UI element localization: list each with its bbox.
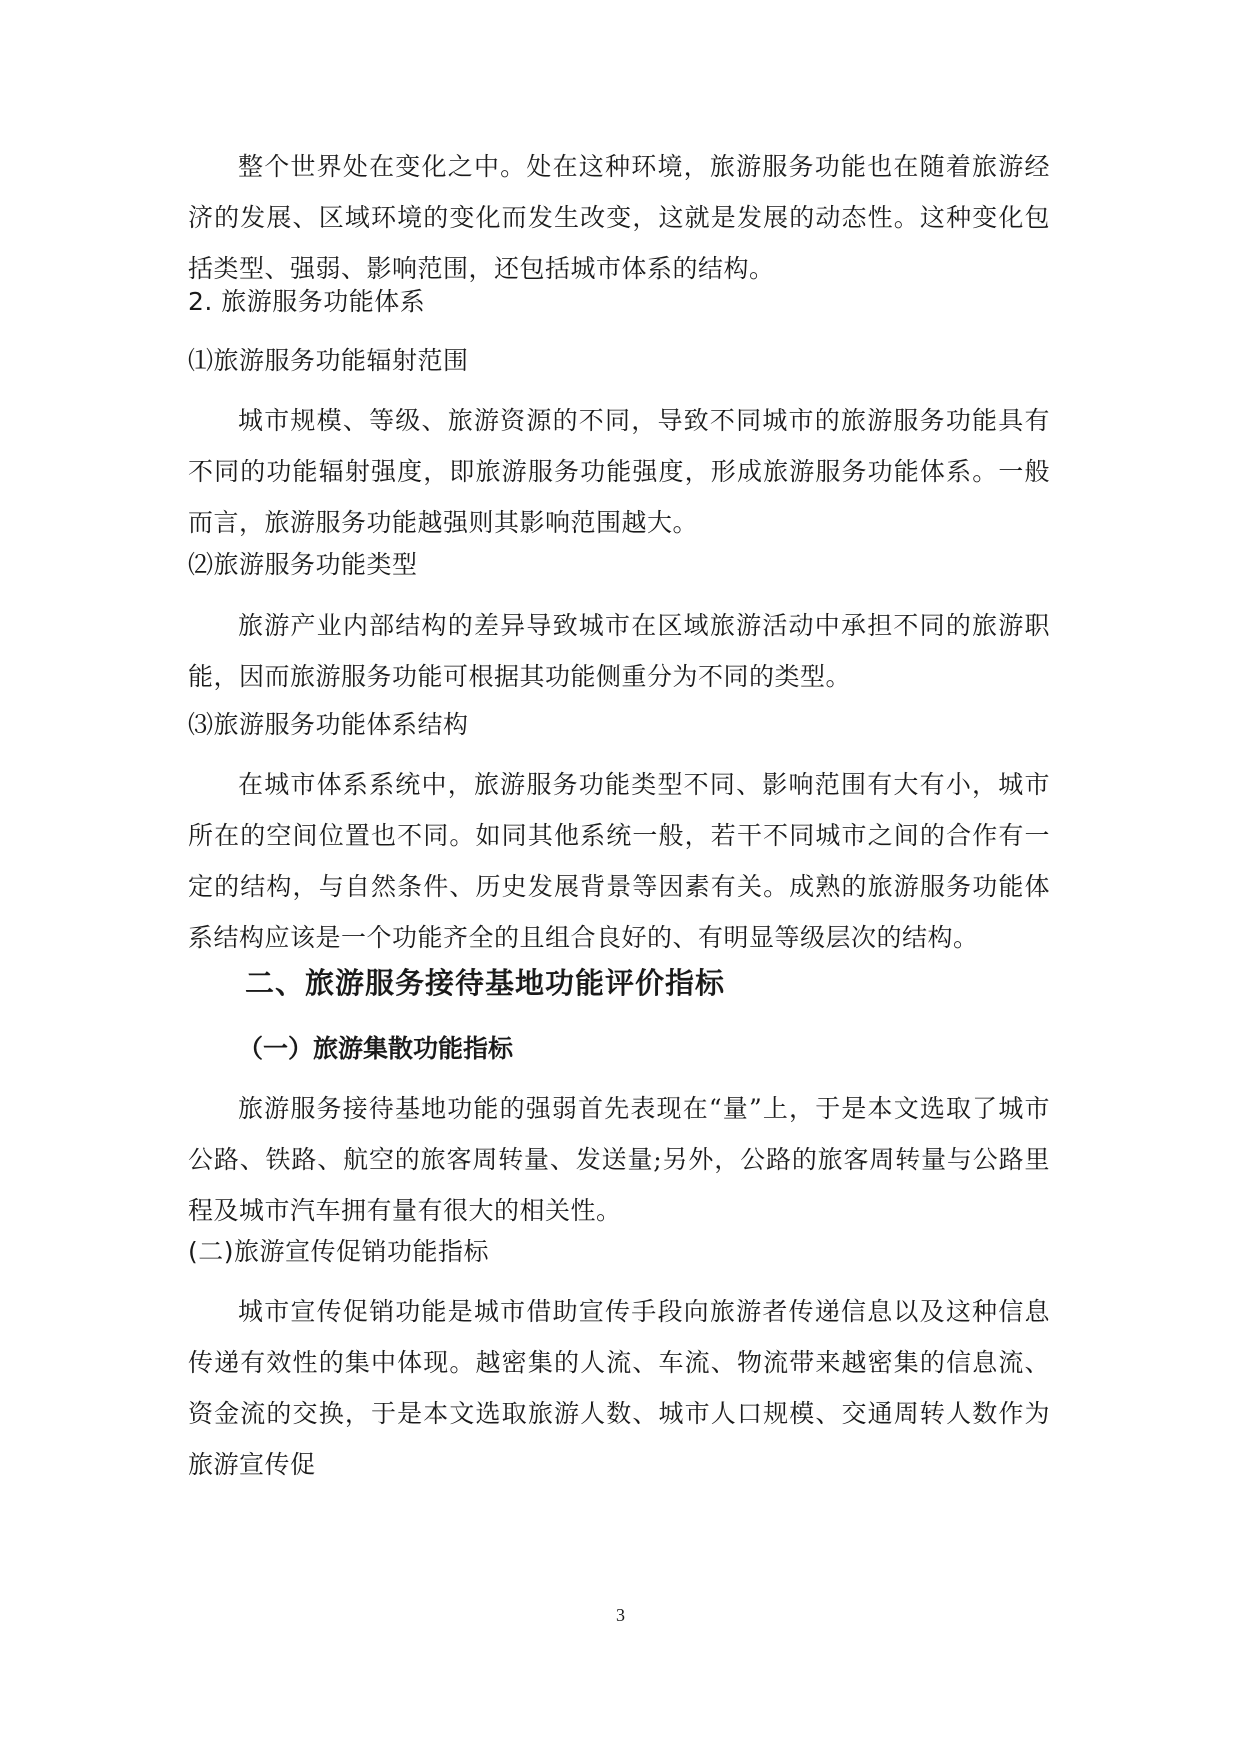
paragraph-promotion-indicators: 城市宣传促销功能是城市借助宣传手段向旅游者传递信息以及这种信息传递有效性的集中体现。越密集的人流、车流、物流带来越密集的信息流、资金流的交换，于是本文选取旅游人数、城市人口规模、交通周转人数作为旅游宣传促 <box>188 1297 1050 1479</box>
section-heading-tourism-service-system: 2. 旅游服务功能体系 <box>188 287 426 316</box>
paragraph-dynamic-development: 整个世界处在变化之中。处在这种环境，旅游服务功能也在随着旅游经济的发展、区域环境的变化而发生改变，这就是发展的动态性。这种变化包括类型、强弱、影响范围，还包括城市体系的结构。 <box>188 152 1050 283</box>
paragraph-radiation-range: 城市规模、等级、旅游资源的不同，导致不同城市的旅游服务功能具有不同的功能辐射强度，即旅游服务功能强度，形成旅游服务功能体系。一般而言，旅游服务功能越强则其影响范围越大。 <box>188 406 1050 537</box>
chapter-heading-evaluation-indicators: 二、旅游服务接待基地功能评价指标 <box>245 966 726 1000</box>
paragraph-system-structure: 在城市体系系统中，旅游服务功能类型不同、影响范围有大有小，城市所在的空间位置也不同。如同其他系统一般，若干不同城市之间的合作有一定的结构，与自然条件、历史发展背景等因素有关。成熟的旅游服务功能体系结构应该是一个功能齐全的且组合良好的、有明显等级层次的结构。 <box>188 770 1050 952</box>
subheading-system-structure: ⑶旅游服务功能体系结构 <box>188 710 469 739</box>
section-heading-promotion-indicators: (二)旅游宣传促销功能指标 <box>188 1237 490 1266</box>
subheading-radiation-range: ⑴旅游服务功能辐射范围 <box>188 346 469 375</box>
paragraph-distribution-indicators: 旅游服务接待基地功能的强弱首先表现在“量”上，于是本文选取了城市公路、铁路、航空的旅客周转量、发送量;另外，公路的旅客周转量与公路里程及城市汽车拥有量有很大的相关性。 <box>188 1094 1050 1225</box>
subheading-function-types: ⑵旅游服务功能类型 <box>188 550 418 579</box>
page-number: 3 <box>616 1605 625 1625</box>
paragraph-function-types: 旅游产业内部结构的差异导致城市在区域旅游活动中承担不同的旅游职能，因而旅游服务功能可根据其功能侧重分为不同的类型。 <box>188 611 1050 691</box>
section-heading-distribution-indicators: （一）旅游集散功能指标 <box>238 1034 514 1063</box>
